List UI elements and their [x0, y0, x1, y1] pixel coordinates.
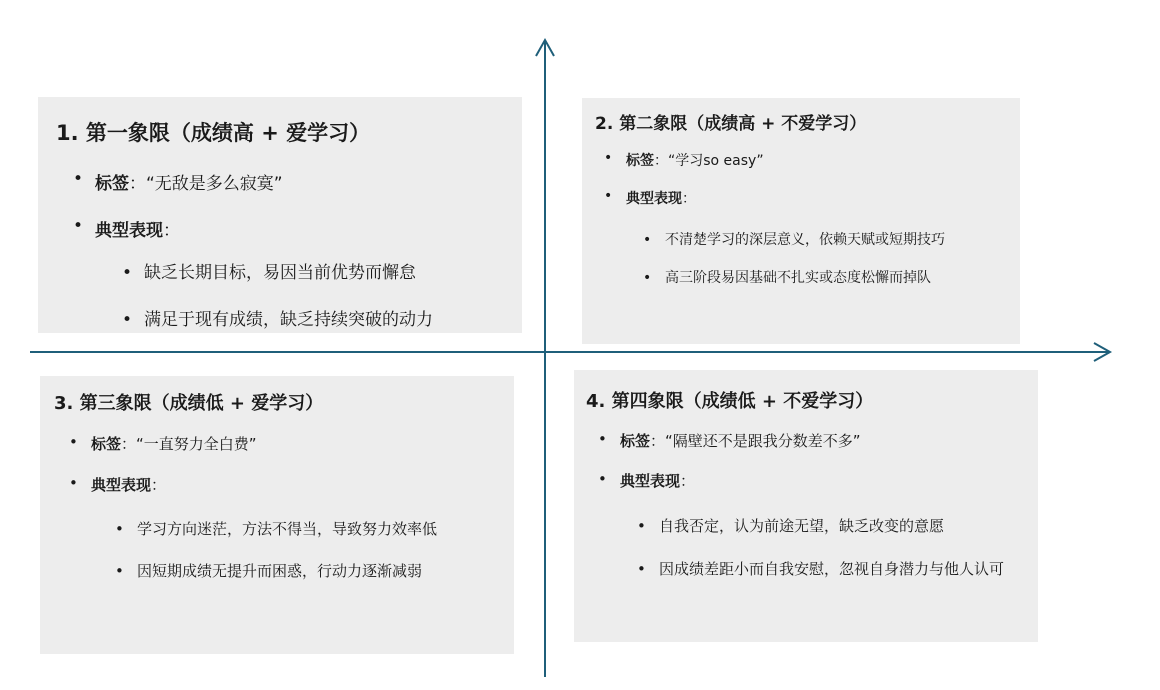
quadrant-4-title: 4. 第四象限（成绩低 + 不爱学习） [586, 391, 874, 412]
quadrant-3-tag-row [91, 433, 257, 454]
quadrant-4-perf-key: 典型表现 [620, 472, 681, 490]
quadrant-1-tag-item [95, 169, 283, 194]
quadrant-2-tag-item [626, 150, 764, 170]
quadrant-1-perf-sep: ： [163, 221, 180, 241]
quadrant-4-panel [574, 370, 1038, 642]
quadrant-3-perf-item [91, 474, 166, 495]
quadrant-1-tag-row [95, 169, 283, 194]
quadrant-4-tag-key: 标签 [620, 432, 651, 450]
quadrant-4-tag-item [620, 430, 861, 451]
quadrant-4-perf-row [620, 470, 695, 491]
quadrant-3-perf-list [137, 515, 507, 599]
quadrant-2-perf-row [626, 188, 696, 208]
quadrant-2-perf-item [626, 188, 696, 208]
quadrant-3-perf-sep: ： [151, 476, 167, 494]
quadrant-3-title: 3. 第三象限（成绩低 + 爱学习） [54, 393, 324, 414]
quadrant-2-perf-point: • 不清楚学习的深层意义，依赖天赋或短期技巧 [665, 227, 1005, 253]
quadrant-2-perf-key: 典型表现 [626, 191, 682, 207]
quadrant-2-tag-row [626, 150, 764, 170]
quadrant-2-perf-sep: ： [682, 191, 696, 207]
quadrant-1-perf-list [144, 260, 524, 354]
quadrant-1-tag-key: 标签 [95, 174, 129, 194]
quadrant-1-perf-row [95, 216, 180, 241]
quadrant-4-perf-sep: ： [680, 472, 696, 490]
quadrant-1-perf-point: • 满足于现有成绩，缺乏持续突破的动力 [144, 307, 524, 333]
quadrant-1-perf-item [95, 216, 180, 241]
quadrant-2-title: 2. 第二象限（成绩高 + 不爱学习） [595, 114, 867, 134]
quadrant-4-perf-point: • 因成绩差距小而自我安慰，忽视自身潜力与他人认可 [659, 555, 1029, 584]
quadrant-4-perf-item [620, 470, 695, 491]
quadrant-1-perf-key: 典型表现 [95, 221, 163, 241]
quadrant-3-tag-key: 标签 [91, 435, 122, 453]
quadrant-2-panel [582, 98, 1020, 344]
quadrant-3-tag-sep: ： [121, 435, 137, 453]
quadrant-1-tag-value: “无敌是多么寂寞” [146, 174, 283, 194]
quadrant-1-title: 1. 第一象限（成绩高 + 爱学习） [56, 121, 371, 145]
quadrant-4-tag-value: “隔壁还不是跟我分数差不多” [665, 432, 861, 450]
quadrant-2-perf-point: • 高三阶段易因基础不扎实或态度松懈而掉队 [665, 265, 1005, 291]
quadrant-3-tag-item [91, 433, 257, 454]
quadrant-2-tag-value: “学习so easy” [668, 153, 764, 169]
quadrant-4-tag-sep: ： [650, 432, 666, 450]
quadrant-4-perf-list [659, 512, 1029, 598]
quadrant-1-tag-sep: ： [129, 174, 146, 194]
quadrant-3-tag-value: “一直努力全白费” [136, 435, 257, 453]
quadrant-3-panel [40, 376, 514, 654]
quadrant-1-panel [38, 97, 522, 333]
quadrant-1-perf-point: • 缺乏长期目标，易因当前优势而懈怠 [144, 260, 524, 286]
quadrant-3-perf-point: • 学习方向迷茫，方法不得当，导致努力效率低 [137, 515, 507, 543]
quadrant-3-perf-point: • 因短期成绩无提升而困惑，行动力逐渐减弱 [137, 557, 507, 585]
quadrant-3-perf-key: 典型表现 [91, 476, 152, 494]
quadrant-2-tag-key: 标签 [626, 153, 654, 169]
quadrant-2-perf-list [665, 227, 1005, 303]
quadrant-3-perf-row [91, 474, 166, 495]
quadrant-4-tag-row [620, 430, 861, 451]
quadrant-4-perf-point: • 自我否定，认为前途无望，缺乏改变的意愿 [659, 512, 1029, 541]
quadrant-2-tag-sep: ： [654, 153, 668, 169]
